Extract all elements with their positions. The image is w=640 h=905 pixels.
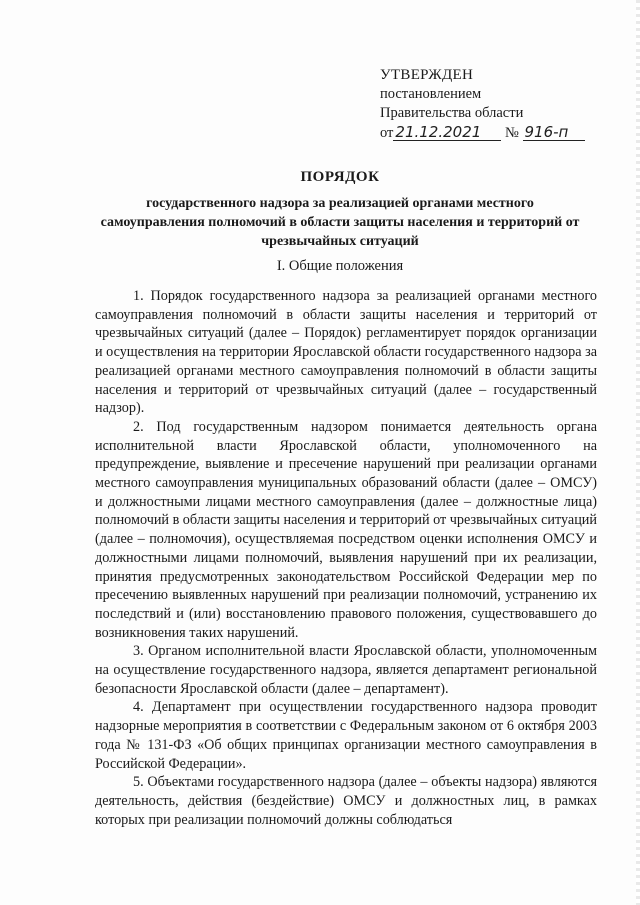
government-line: Правительства области bbox=[380, 105, 524, 121]
number-sign: № bbox=[505, 125, 519, 141]
paragraph-4: 4. Департамент при осуществлении государственного надзора проводит надзорные мероприятия в соответствии с Федеральным законом от 6 октября 2003 года № 131-ФЗ «Об общих принципах организации местного самоуправления в Российской Федерации». bbox=[95, 699, 597, 772]
approval-stamp bbox=[380, 66, 620, 143]
approved-label: УТВЕРЖДЕН bbox=[380, 67, 474, 83]
section-heading: I. Общие положения bbox=[276, 258, 404, 274]
date-number-line bbox=[380, 123, 620, 143]
document-title: ПОРЯДОК bbox=[300, 169, 380, 185]
date-prefix: от bbox=[380, 125, 394, 141]
document-body bbox=[95, 287, 597, 829]
handwritten-date: 21.12.2021 bbox=[393, 123, 501, 143]
paragraph-2: 2. Под государственным надзором понимается деятельность органа исполнительной власти Ярославской области, уполномоченного на предупреждение, выявление и пресечение нарушений при реализации органами местного самоуправления муниципальных образований области (далее – ОМСУ) и должностными лицами местного самоуправления (далее – должностные лица) полномочий в области защиты населения и территорий от чрезвычайных ситуаций (далее – полномочия), осуществляемая посредством оценки исполнения ОМСУ и должностными лицами полномочий, выявления нарушений при их реализации, принятия предусмотренных законодательством Российской Федерации мер по пресечению выявленных нарушений при реализации полномочий, устранению их последствий и (или) восстановлению правового положения, существовавшего до возникновения таких нарушений. bbox=[95, 418, 597, 641]
paragraph-5: 5. Объектами государственного надзора (далее – объекты надзора) являются деятельность, действия (бездействие) ОМСУ и должностных лиц, в рамках которых при реализации полномочий должны соблюдаться bbox=[95, 774, 597, 828]
handwritten-number: 916-п bbox=[523, 123, 585, 143]
title-block bbox=[95, 168, 585, 251]
document-subtitle: государственного надзора за реализацией органами местного самоуправления полномочий в области защиты населения и территорий от чрезвычайных ситуаций bbox=[100, 196, 580, 249]
approved-by-line: постановлением bbox=[380, 86, 482, 102]
scan-edge bbox=[636, 0, 640, 905]
paragraph-1: 1. Порядок государственного надзора за реализацией органами местного самоуправления полномочий в области защиты населения и территорий от чрезвычайных ситуаций (далее – Порядок) регламентирует порядок организации и осуществления на территории Ярославской области государственного надзора за реализацией органами местного самоуправления полномочий в области защиты населения и территорий от чрезвычайных ситуаций (далее – государственный надзор). bbox=[95, 288, 597, 417]
paragraph-3: 3. Органом исполнительной власти Ярославской области, уполномоченным на осуществление государственного надзора, является департамент региональной безопасности Ярославской области (далее – департамент). bbox=[95, 643, 597, 697]
